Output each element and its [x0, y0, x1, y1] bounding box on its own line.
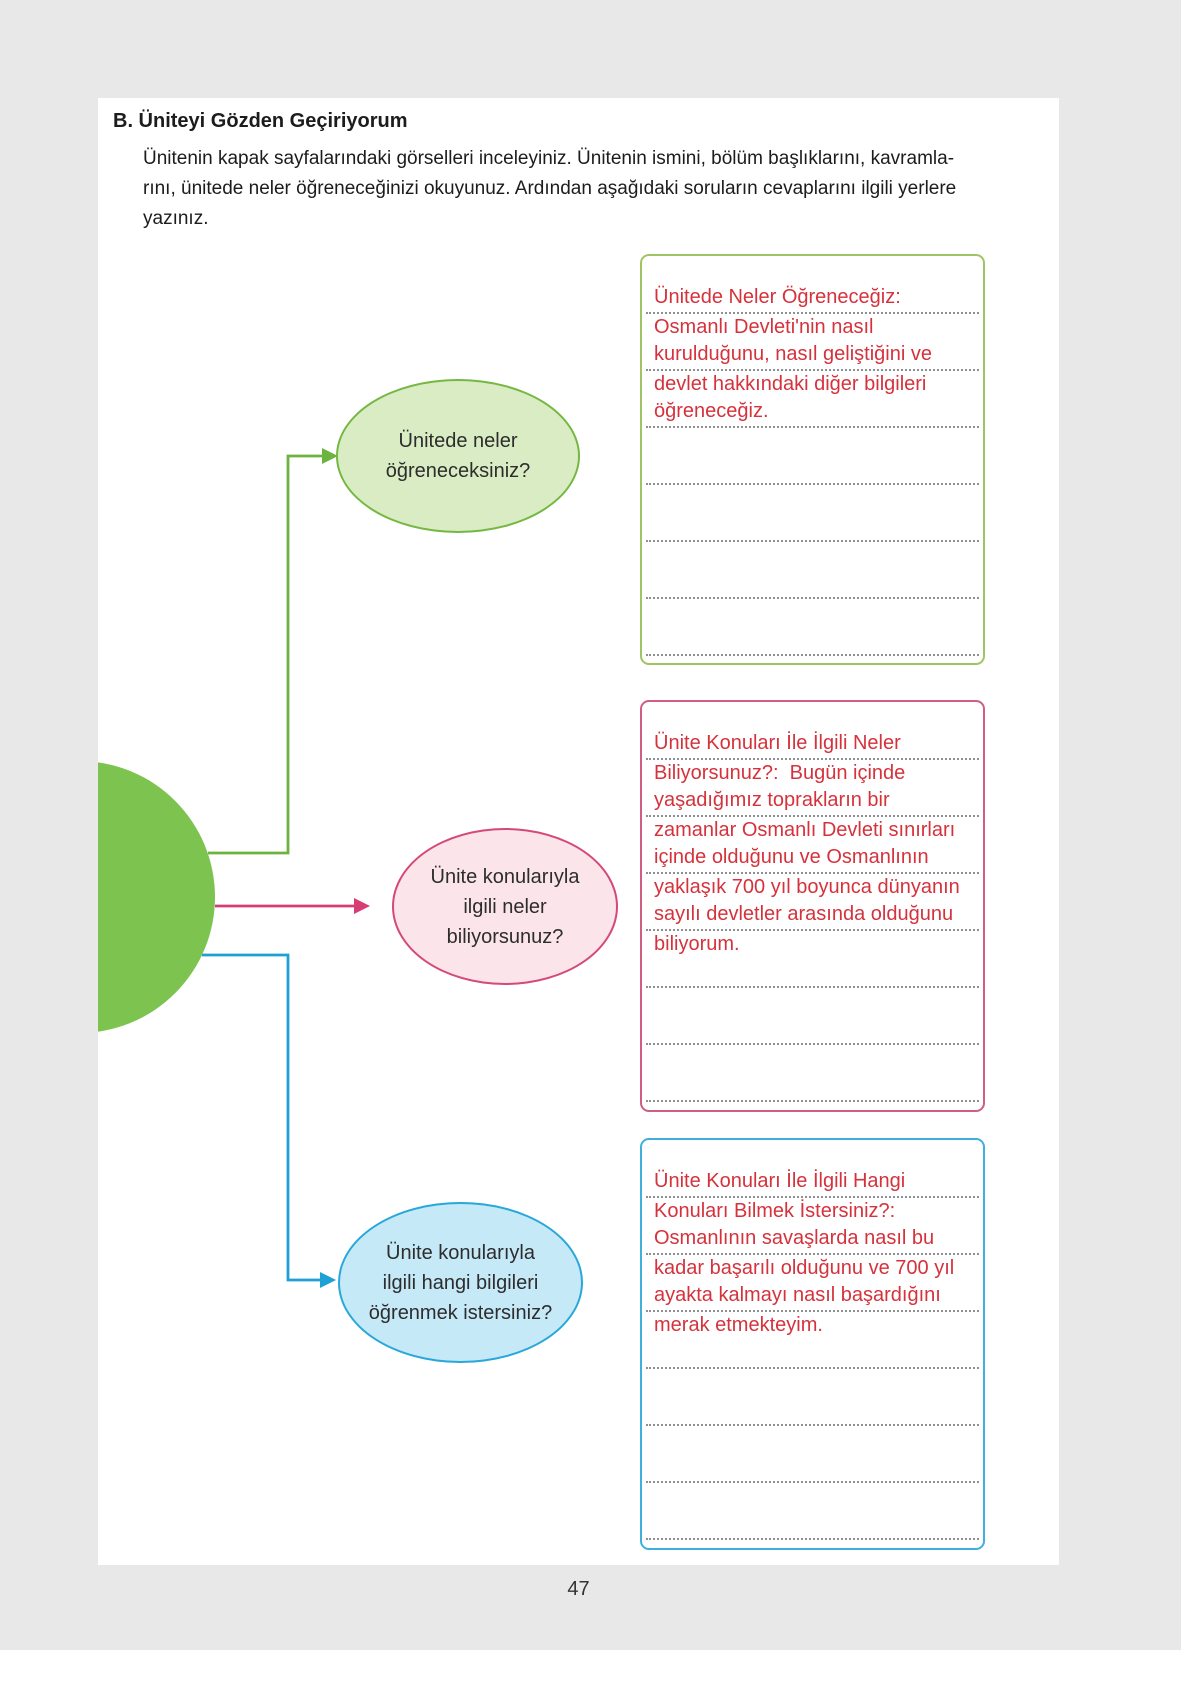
answer-line: yaklaşık 700 yıl boyunca dünyanın: [654, 875, 960, 898]
question-bubble-know: [392, 828, 618, 985]
answer-line: [646, 626, 979, 656]
answer-line: Ünitede Neler Öğreneceğiz:: [646, 284, 979, 314]
answer-lines: [646, 284, 979, 656]
answer-box-know: [640, 700, 985, 1112]
answer-line: [646, 1453, 979, 1483]
intro-line: Ünitenin kapak sayfalarındaki görselleri inceleyiniz. Ünitenin ismini, bölüm başlıklarını, kavramla-: [143, 148, 955, 169]
question-text: [369, 1238, 552, 1328]
workbook-page: [98, 98, 1059, 1565]
question-line: öğrenmek istersiniz?: [368, 1301, 553, 1324]
question-line: Ünite konularıyla: [430, 865, 580, 888]
question-line: ilgili hangi bilgileri: [382, 1271, 539, 1294]
answer-line: [646, 542, 979, 570]
answer-line: içinde olduğunu ve Osmanlının: [646, 844, 979, 874]
answer-line: [646, 1483, 979, 1511]
answer-line: Ünite Konuları İle İlgili Hangi: [646, 1168, 979, 1198]
answer-line: ayakta kalmayı nasıl başardığını: [646, 1282, 979, 1312]
answer-line: [646, 1369, 979, 1397]
answer-line: [646, 1396, 979, 1426]
question-line: öğreneceksiniz?: [385, 460, 531, 482]
intro-line: yazınız.: [143, 208, 209, 229]
question-bubble-want: [338, 1202, 583, 1363]
question-line: Ünite konularıyla: [386, 1241, 535, 1264]
answer-box-want: [640, 1138, 985, 1550]
question-bubble-learn: [336, 379, 580, 533]
answer-line: Konuları Bilmek İstersiniz?:: [654, 1199, 896, 1222]
intro-line: rını, ünitede neler öğreneceğinizi okuyunuz. Ardından aşağıdaki soruların cevaplarını ilgili yerlere: [143, 178, 957, 199]
answer-line: [646, 1540, 979, 1566]
connector-arrowhead-want-icon: [320, 1272, 336, 1288]
question-text: [386, 426, 531, 486]
next-page-edge: [0, 1650, 1181, 1683]
answer-lines: [646, 730, 979, 1129]
answer-line: [646, 485, 979, 513]
answer-line: sayılı devletler arasında olduğunu: [646, 901, 979, 931]
question-line: Ünitede neler: [398, 430, 518, 452]
answer-line: [646, 1015, 979, 1045]
answer-line: [646, 1339, 979, 1369]
connector-line-learn: [208, 456, 324, 853]
question-line: ilgili neler: [463, 895, 547, 918]
answer-line: yaşadığımız toprakların bir: [646, 787, 979, 817]
answer-line: [646, 428, 979, 456]
answer-line: [646, 455, 979, 485]
connector-arrowhead-know-icon: [354, 898, 370, 914]
answer-line: [646, 1045, 979, 1073]
question-text: [431, 862, 580, 952]
answer-line: zamanlar Osmanlı Devleti sınırları: [654, 818, 956, 841]
question-line: biliyorsunuz?: [446, 925, 564, 948]
section-title: B. Üniteyi Gözden Geçiriyorum: [113, 110, 408, 132]
answer-line: merak etmekteyim.: [654, 1313, 823, 1336]
answer-line: Osmanlı Devleti'nin nasıl: [654, 315, 874, 338]
answer-line: devlet hakkındaki diğer bilgileri: [654, 372, 927, 395]
answer-line: Ünite Konuları İle İlgili Neler: [646, 730, 979, 760]
answer-line: biliyorum.: [654, 932, 740, 955]
answer-line: [646, 569, 979, 599]
answer-line: [646, 1102, 979, 1130]
answer-line: [646, 1510, 979, 1540]
answer-line: öğreneceğiz.: [646, 398, 979, 428]
answer-line: kurulduğunu, nasıl geliştiğini ve: [646, 341, 979, 371]
answer-line: [646, 1426, 979, 1454]
answer-line: [646, 599, 979, 627]
answer-line: [646, 958, 979, 988]
answer-line: [646, 512, 979, 542]
answer-lines: [646, 1168, 979, 1565]
connector-line-want: [202, 955, 322, 1280]
answer-line: [646, 1072, 979, 1102]
answer-line: kadar başarılı olduğunu ve 700 yıl: [654, 1256, 955, 1279]
answer-line: Biliyorsunuz?: Bugün içinde: [654, 761, 906, 784]
page-number: 47: [567, 1578, 590, 1600]
answer-box-learn: [640, 254, 985, 665]
answer-line: [646, 988, 979, 1016]
answer-line: Osmanlının savaşlarda nasıl bu: [646, 1225, 979, 1255]
